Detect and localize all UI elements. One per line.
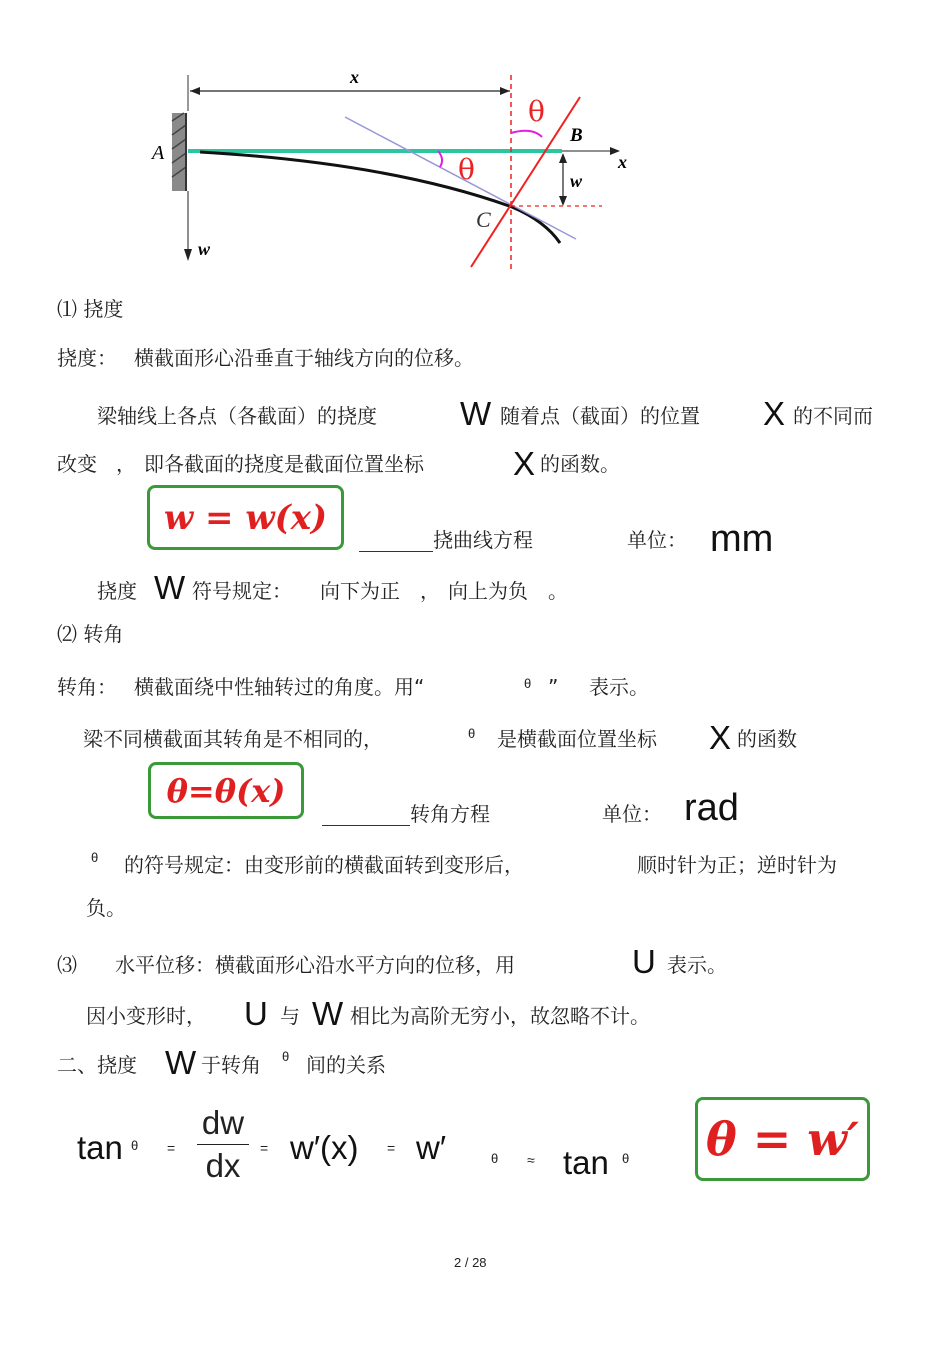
s1-p2-c: 即各截面的挠度是截面位置坐标 [144,452,424,476]
label-x-axis: x [618,152,627,172]
s2-p1-c: 的函数 [737,727,797,751]
s1-p2-d: 的函数。 [540,452,620,476]
s1-eq-name-row [359,528,533,552]
s3-p2-u: U [244,995,268,1032]
eq-theta-3: θ [622,1151,630,1166]
s2-sign-b: 顺时针为正；逆时针为 [637,853,837,877]
s3-p2-w: W [312,995,344,1032]
s1-unit-label: 单位： [627,528,687,552]
angle-arc-mid [438,151,442,167]
deflection-equation-box: w = w(x) [147,485,344,550]
s1-def-label: 挠度： [57,346,117,370]
s1-sign-d: ， [420,579,440,603]
s3-p2-b: 与 [280,1004,300,1028]
s1-p1-b: 随着点（截面）的位置 [500,404,700,428]
theta-wprime-box: θ = w′ [695,1097,870,1181]
s2-p1-a: 梁不同横截面其转角是不相同的， [83,727,383,751]
eq-approx: ≈ [527,1152,535,1168]
eq-numerator: dw [201,1104,245,1141]
s2-def-end: 表示。 [589,675,649,699]
rotation-equation-box: θ=θ(x) [148,762,304,819]
s2-eq-name-row [322,802,490,826]
s1-unit-value: mm [710,518,774,560]
angle-arc-top [511,131,542,137]
eq-theta-1: θ [131,1138,139,1153]
s3-text-a: 水平位移：横截面形心沿水平方向的位移，用 [115,953,515,977]
eq-theta-2: θ [491,1151,499,1166]
s1-p1-w: W [460,395,492,432]
s2-sign-c: 负。 [86,896,126,920]
s1-p1-c: 的不同而 [793,404,873,428]
s4-heading-a: 二、挠度 [57,1053,137,1077]
s2-unit-label: 单位： [602,802,662,826]
s1-p1-a: 梁轴线上各点（各截面）的挠度 [97,404,377,428]
deflected-curve [200,152,560,243]
s1-eq-name: 挠曲线方程 [433,528,533,552]
s1-sign-c: 向下为正 [320,579,400,603]
eq-tan-1: tan [77,1129,123,1166]
s4-heading-c: 间的关系 [306,1053,386,1077]
s1-heading: ⑴ 挠度 [57,297,124,321]
s3-u: U [632,943,656,980]
s2-p1-b: 是横截面位置坐标 [497,727,657,751]
eq-fraction [197,1104,249,1185]
label-B: B [570,125,583,146]
s2-sign-a: 的符号规定：由变形前的横截面转到变形后， [124,853,524,877]
fraction-bar [197,1144,249,1145]
label-w-down: w [198,239,211,259]
eq-equals-1: = [167,1140,176,1156]
s1-p2-a: 改变 [57,452,97,476]
normal-line [471,97,580,267]
s1-p2-b: ， [116,452,136,476]
s1-sign-b: 符号规定： [192,579,292,603]
blank-line [322,807,410,826]
s3-text-b: 表示。 [667,953,727,977]
s1-def-text: 横截面形心沿垂直于轴线方向的位移。 [134,346,474,370]
s3-num: ⑶ [57,953,77,977]
page-number: 2 / 28 [454,1255,487,1270]
s1-p1-x: X [763,395,786,432]
s2-eq-name: 转角方程 [410,802,490,826]
beam-deflection-figure [140,55,650,285]
label-theta-mid: θ [458,153,475,186]
s3-p2-c: 相比为高阶无穷小，故忽略不计。 [350,1004,650,1028]
eq-tan-2: tan [563,1144,609,1181]
s2-unit-value: rad [684,787,739,829]
s2-def-close: ” [548,675,559,699]
s3-p2-a: 因小变形时， [86,1004,206,1028]
s1-sign-f: 。 [548,579,568,603]
label-A: A [152,142,165,164]
label-x-top: x [350,67,359,87]
label-theta-top: θ [528,95,545,128]
s2-def-theta: θ [524,676,532,691]
s2-def-label: 转角： [57,675,117,699]
s1-sign-w: W [154,569,186,606]
s2-p1-x: X [709,719,732,756]
s4-heading-theta: θ [282,1049,290,1064]
eq-denominator: dx [205,1147,241,1184]
wall-support [172,113,186,191]
s4-heading-w: W [165,1044,197,1081]
s1-sign-a: 挠度 [97,579,137,603]
s4-heading-b: 于转角 [201,1053,261,1077]
s1-p2-x: X [513,445,536,482]
s2-heading: ⑵ 转角 [57,622,124,646]
s2-p1-theta: θ [468,726,476,741]
s2-def-text: 横截面绕中性轴转过的角度。用“ [134,675,425,699]
eq-wprime: w′ [416,1129,447,1166]
eq-equals-2: = [260,1140,269,1156]
s2-sign-theta: θ [91,850,99,865]
blank-line [359,533,433,552]
eq-equals-3: = [387,1140,396,1156]
s1-sign-e: 向上为负 [448,579,528,603]
label-w-displacement: w [570,171,583,191]
label-C: C [476,207,491,232]
eq-wprime-x: w′(x) [290,1129,359,1166]
